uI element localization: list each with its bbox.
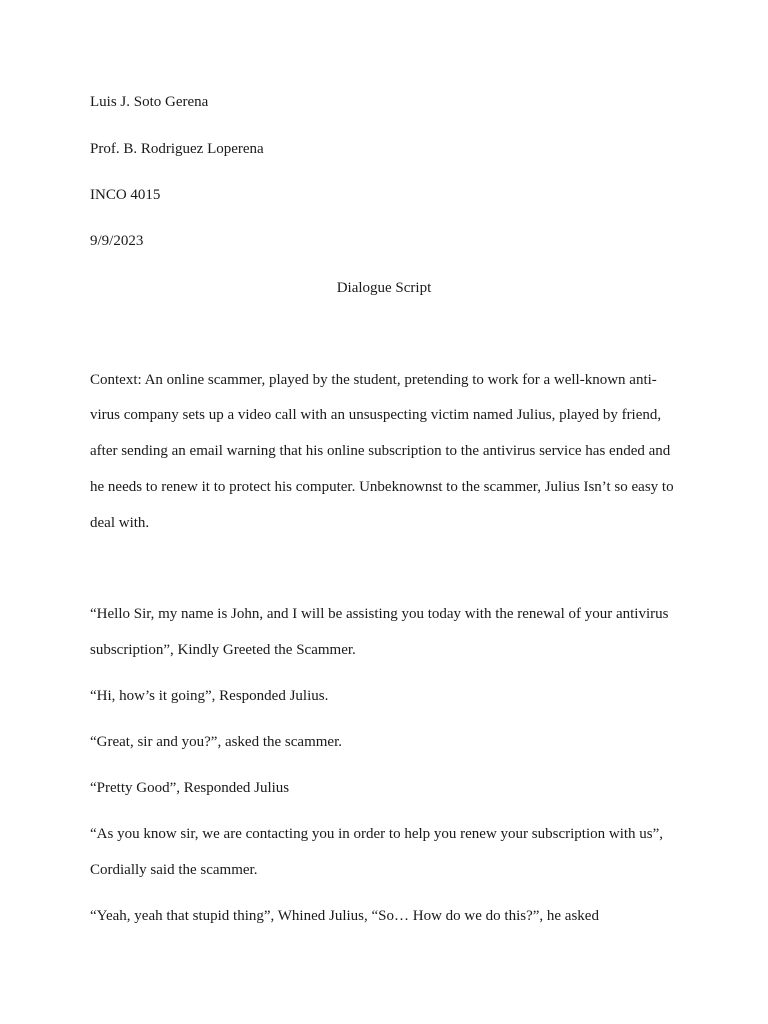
context-line: he needs to renew it to protect his computer. Unbeknownst to the scammer, Julius Isn’t so easy to bbox=[90, 479, 674, 495]
dialogue-line: “Pretty Good”, Responded Julius bbox=[90, 780, 290, 796]
context-line: after sending an email warning that his online subscription to the antivirus service has ended and bbox=[90, 443, 671, 459]
context-line: deal with. bbox=[90, 515, 150, 531]
dialogue-line: subscription”, Kindly Greeted the Scammer. bbox=[90, 642, 356, 658]
dialogue-line: “Hello Sir, my name is John, and I will be assisting you today with the renewal of your antivirus bbox=[90, 606, 669, 622]
document-title: Dialogue Script bbox=[336, 280, 432, 296]
dialogue-line: “Great, sir and you?”, asked the scammer. bbox=[90, 734, 342, 750]
dialogue-line: Cordially said the scammer. bbox=[90, 862, 258, 878]
dialogue-line: “As you know sir, we are contacting you in order to help you renew your subscription with us”, bbox=[90, 826, 664, 842]
document-date: 9/9/2023 bbox=[90, 233, 144, 249]
course-code: INCO 4015 bbox=[90, 187, 161, 203]
dialogue-line: “Yeah, yeah that stupid thing”, Whined Julius, “So… How do we do this?”, he asked bbox=[90, 908, 599, 924]
student-name: Luis J. Soto Gerena bbox=[90, 94, 209, 110]
professor-name: Prof. B. Rodriguez Loperena bbox=[90, 141, 264, 157]
context-line: Context: An online scammer, played by the student, pretending to work for a well-known anti- bbox=[90, 372, 657, 388]
context-line: virus company sets up a video call with an unsuspecting victim named Julius, played by friend, bbox=[90, 407, 662, 423]
dialogue-line: “Hi, how’s it going”, Responded Julius. bbox=[90, 688, 329, 704]
